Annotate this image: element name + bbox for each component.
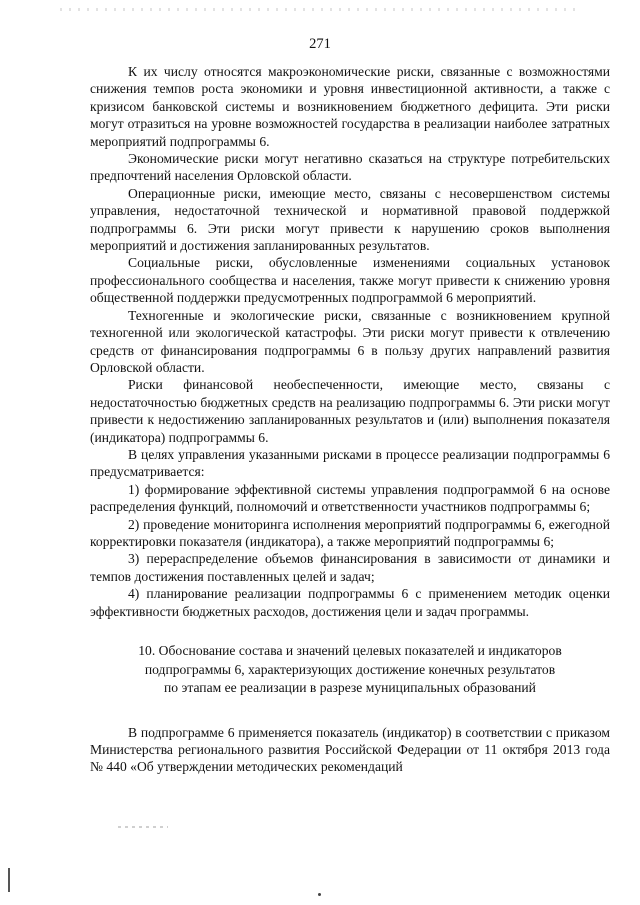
section-heading — [90, 642, 610, 698]
paragraph-operational-risks: Операционные риски, имеющие место, связаны с несовершенством системы управления, недостаточной технической и нормативной правовой поддержкой подпрограммы 6. Эти риски могут привести к нарушению сроков выполнения мероприятий и достижения запланированных результатов. — [90, 185, 610, 254]
scan-artifact — [60, 8, 580, 11]
paragraph-risk-management-intro: В целях управления указанными рисками в процессе реализации подпрограммы 6 предусматривается: — [90, 446, 610, 480]
paragraph-financial-risks: Риски финансовой необеспеченности, имеющие место, связаны с недостаточностью бюджетных средств на реализацию подпрограммы 6. Эти риски могут привести к недостижению запланированных результатов и (или) выполнения показателя (индикатора) подпрограммы 6. — [90, 377, 610, 445]
section-heading-line-3: по этапам ее реализации в разрезе муниципальных образований — [164, 680, 536, 695]
section-heading-line-2: подпрограммы 6, характеризующих достижение конечных результатов — [144, 661, 556, 677]
margin-mark — [8, 868, 10, 892]
paragraph-indicator-basis: В подпрограмме 6 применяется показатель (индикатор) в соответствии с приказом Министерства регионального развития Российской Федерации от 11 октября 2013 года № 440 «Об утверждении методических рекомендаций — [90, 724, 610, 775]
paragraph-economic-risks: Экономические риски могут негативно сказаться на структуре потребительских предпочтений населения Орловской области. — [90, 151, 610, 184]
paragraph-technogenic-risks: Техногенные и экологические риски, связанные с возникновением крупной техногенной или экологической катастрофы. Эти риски могут привести к отвлечению средств от финансирования подпрограммы 6 в пользу других направлений развития Орловской области. — [90, 307, 610, 375]
list-item-1: 1) формирование эффективной системы управления подпрограммой 6 на основе распределения функций, полномочий и ответственности участников подпрограммы 6; — [90, 481, 610, 515]
paragraph-social-risks: Социальные риски, обусловленные изменениями социальных установок профессионального сообщества и населения, также могут привести к снижению уровня общественной поддержки предусмотренных подпрограммой 6 мероприятий. — [90, 255, 610, 306]
section-heading-line-1: 10. Обоснование состава и значений целевых показателей и индикаторов — [138, 643, 562, 658]
list-item-3: 3) перераспределение объемов финансирования в зависимости от динамики и темпов достижения поставленных целей и задач; — [90, 551, 610, 584]
document-body — [90, 63, 610, 776]
scan-dot — [318, 893, 321, 896]
list-item-2: 2) проведение мониторинга исполнения мероприятий подпрограммы 6, ежегодной корректировки показателя (индикатора), а также мероприятий подпрограммы 6; — [90, 516, 610, 549]
paragraph-macroeconomic-risks: К их числу относятся макроэкономические риски, связанные с возможностями снижения темпов роста экономики и уровня инвестиционной активности, а также с кризисом банковской системы и возникновением бюджетного дефицита. Эти риски могут отразиться на уровне возможностей государства в реализации наиболее затратных мероприятий подпрограммы 6. — [90, 64, 610, 149]
list-item-4: 4) планирование реализации подпрограммы 6 с применением методик оценки эффективности бюджетных расходов, достижения цели и задач программы. — [90, 586, 610, 619]
page-number: 271 — [309, 36, 331, 52]
scan-artifact-bottom — [118, 826, 168, 828]
